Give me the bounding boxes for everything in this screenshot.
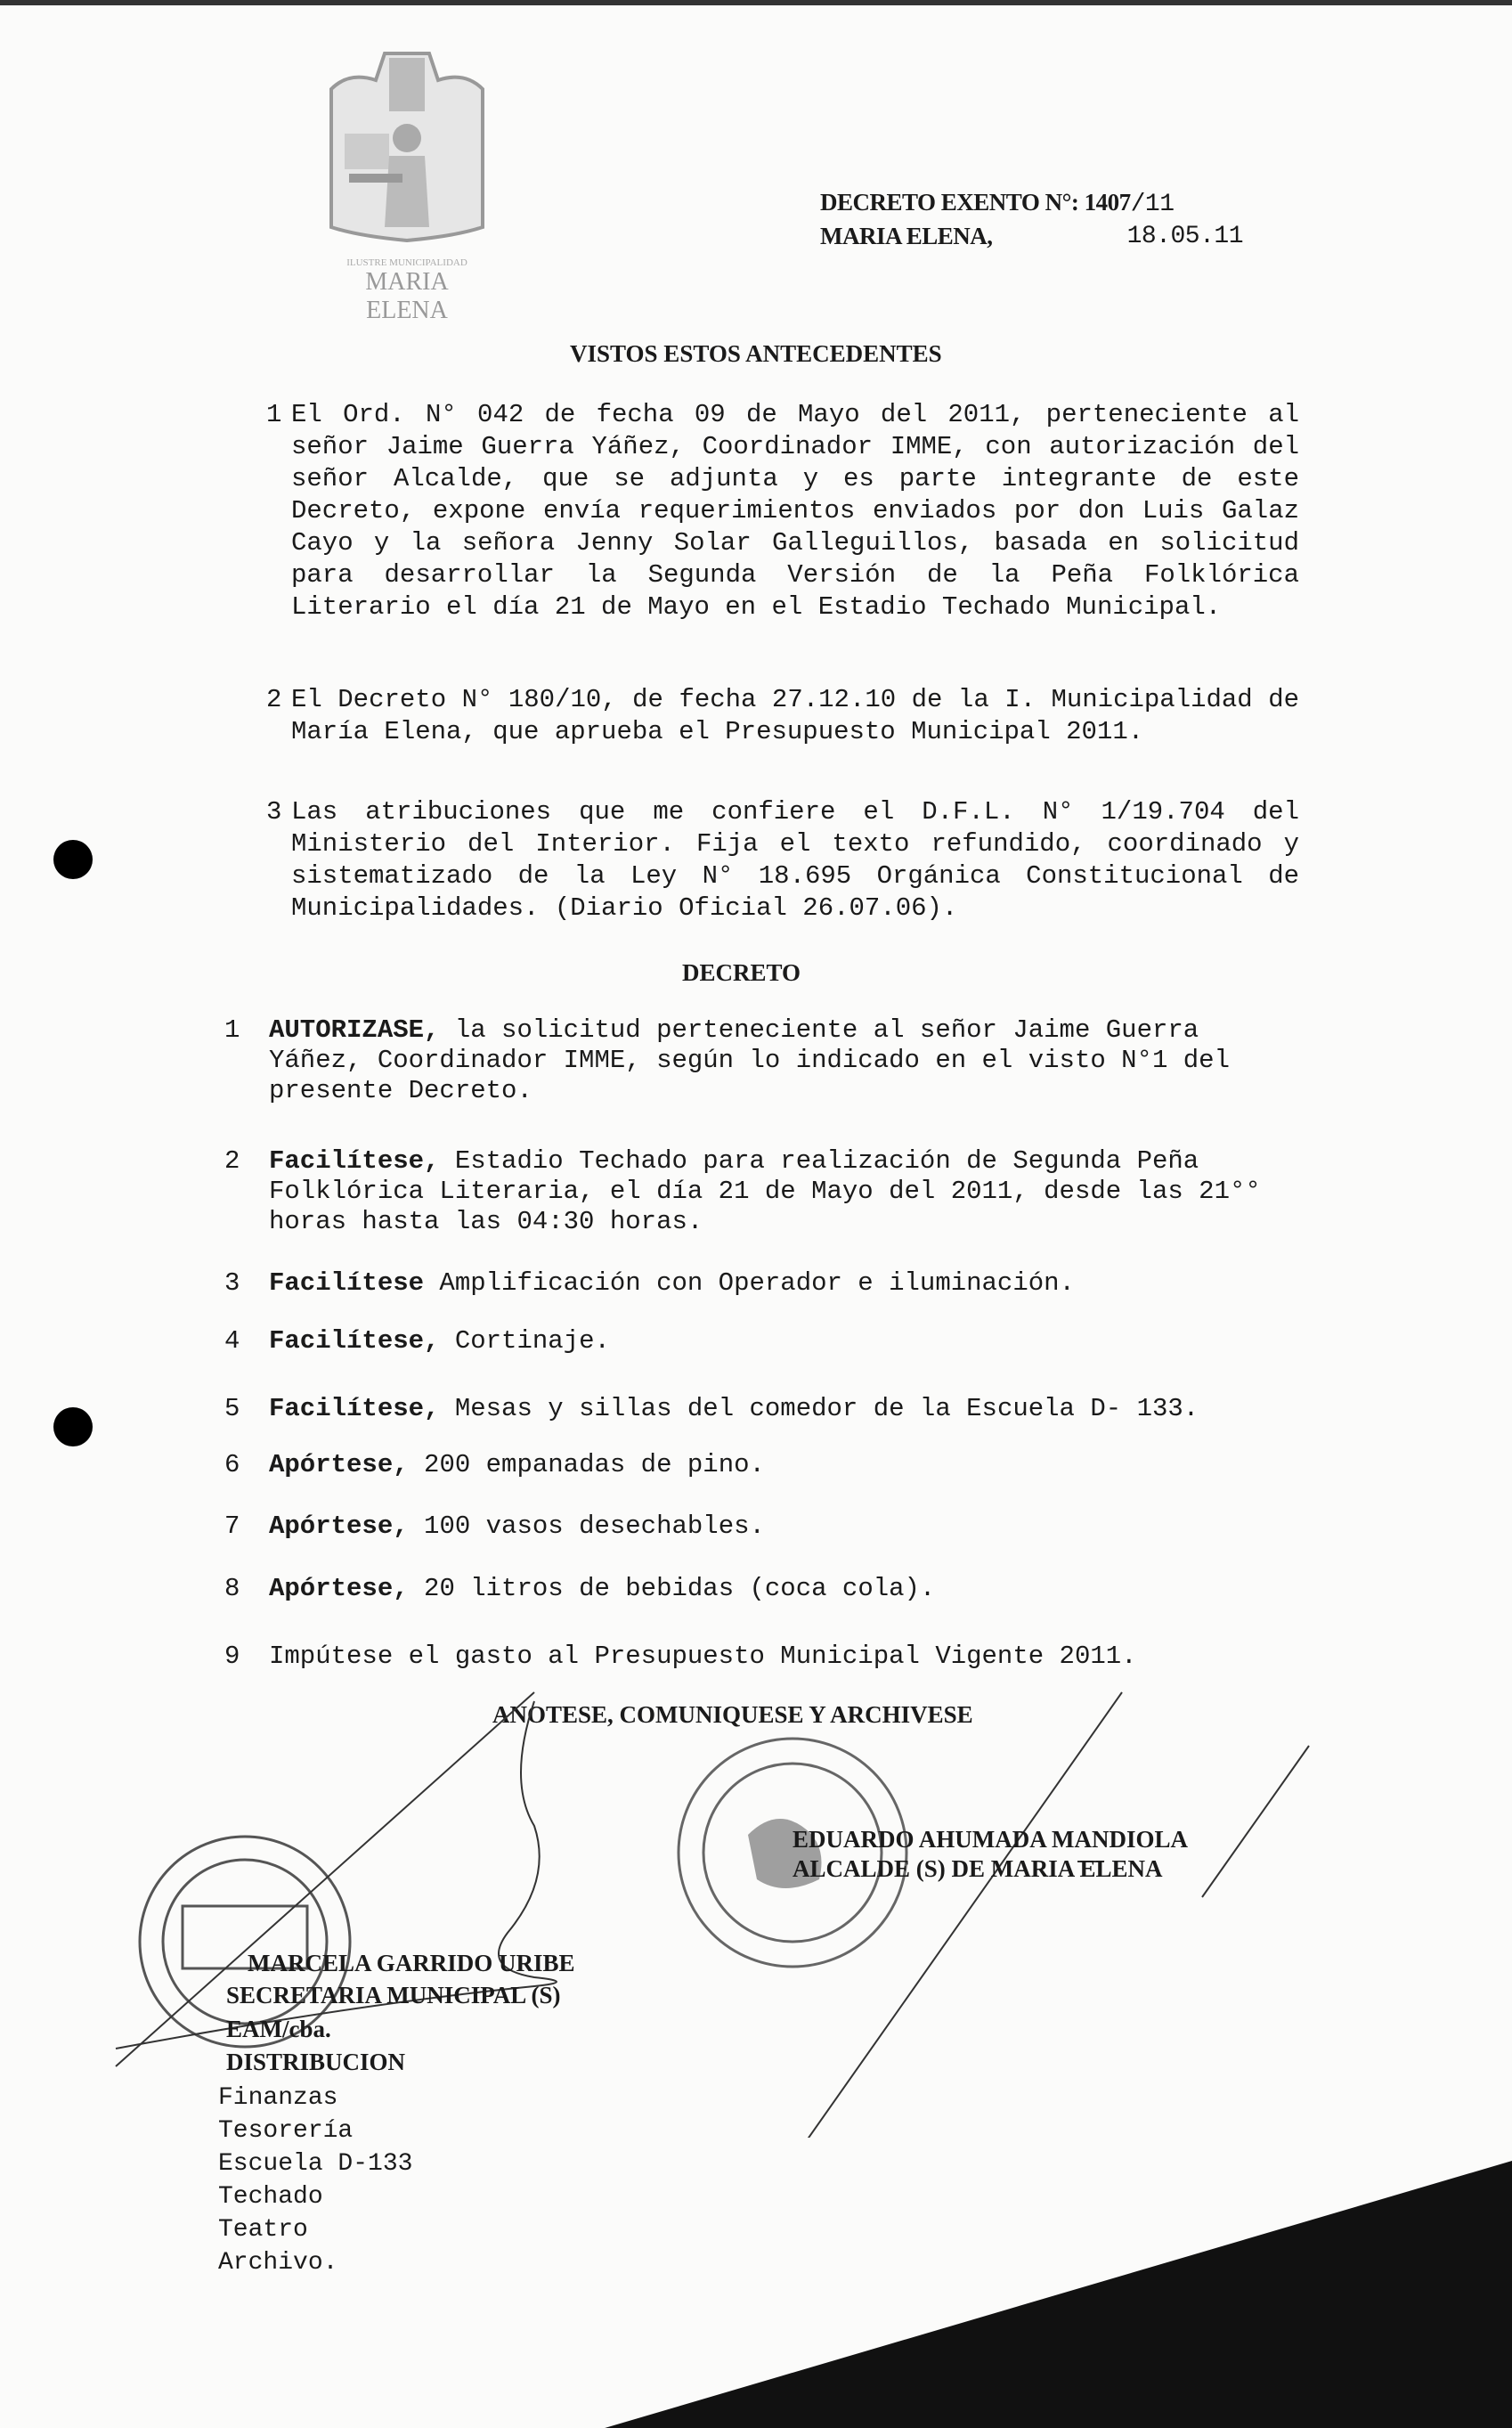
item-text: la solicitud perteneciente al señor Jaime Guerra Yáñez, Coordinador IMME, según lo indicado en el visto N°1 del presente Decreto. (269, 1015, 1230, 1105)
item-number: 2 (224, 1146, 240, 1176)
secretary-name: MARCELA GARRIDO URIBE (248, 1950, 575, 1976)
decree-suffix: /11 (1130, 191, 1175, 218)
item-text: Cortinaje. (439, 1326, 610, 1356)
decree-number-line (820, 189, 1175, 218)
item-number: 2 (266, 685, 282, 714)
decreto-item (224, 1511, 1302, 1542)
item-verb: Facilítese, (269, 1326, 440, 1356)
item-text: Mesas y sillas del comedor de la Escuela D- 133. (439, 1394, 1199, 1423)
decreto-item (224, 1394, 1302, 1424)
item-text: 100 vasos desechables. (408, 1511, 765, 1541)
decree-label: DECRETO EXENTO N°: (820, 189, 1079, 216)
item-number: 9 (224, 1642, 240, 1671)
closing-formula: ANOTESE, COMUNIQUESE Y ARCHIVESE (492, 1701, 973, 1728)
item-number: 7 (224, 1511, 240, 1541)
logo-caption-large: MARIA ELENA (365, 268, 449, 324)
item-text: Las atribuciones que me confiere el D.F.L. N° 1/19.704 del Ministerio del Interior. Fija el texto refundido, coordinado y sistematizado de la Ley N° 18.695 Orgánica Constitucional de Municipalidades. (Diario Oficial 26.07.06). (291, 797, 1299, 923)
item-number: 1 (266, 400, 282, 429)
item-verb: AUTORIZASE, (269, 1015, 440, 1045)
visto-item (266, 796, 1299, 925)
item-text: Impútese el gasto al Presupuesto Municipal Vigente 2011. (269, 1642, 1137, 1671)
distribution-list (218, 2082, 412, 2279)
item-text: 20 litros de bebidas (coca cola). (408, 1574, 936, 1603)
distribution-item: Techado (218, 2183, 323, 2211)
item-verb: Facilítese, (269, 1394, 440, 1423)
distribution-item: Tesorería (218, 2117, 354, 2145)
mayor-name: EDUARDO AHUMADA MANDIOLA (793, 1826, 1188, 1853)
coat-of-arms-icon (322, 36, 492, 249)
decreto-item (224, 1146, 1302, 1237)
decree-place-line (820, 223, 1243, 250)
decree-place: MARIA ELENA, (820, 223, 993, 249)
decreto-item (224, 1450, 1302, 1480)
decreto-item (224, 1268, 1302, 1299)
item-text: Amplificación con Operador e iluminación. (424, 1268, 1075, 1298)
distribution-item: Escuela D-133 (218, 2150, 413, 2178)
item-text: El Decreto N° 180/10, de fecha 27.12.10 de la I. Municipalidad de María Elena, que aprueba el Presupuesto Municipal 2011. (291, 685, 1299, 746)
item-verb: Apórtese, (269, 1450, 409, 1479)
item-number: 1 (224, 1015, 240, 1045)
decree-number: 1407 (1084, 189, 1131, 216)
item-text: El Ord. N° 042 de fecha 09 de Mayo del 2011, perteneciente al señor Jaime Guerra Yáñez, Coordinador IMME, con autorización del señor Alcalde, que se adjunta y es parte integrante de este Decreto, expone envía requerimientos enviados por don Luis Galaz Cayo y la señora Jenny Solar Galleguillos, basada en solicitud para desarrollar la Segunda Versión de la Peña Folklórica Literario el día 21 de Mayo en el Estadio Techado Municipal. (291, 400, 1299, 622)
item-number: 8 (224, 1574, 240, 1603)
item-verb: Facilítese, (269, 1146, 440, 1176)
scan-edge (0, 0, 1512, 5)
item-verb: Apórtese, (269, 1574, 409, 1603)
decree-date: 18.05.11 (1126, 223, 1243, 250)
item-number: 6 (224, 1450, 240, 1479)
decreto-item (224, 1015, 1302, 1106)
distribution-item: Finanzas (218, 2084, 338, 2112)
logo-caption-small: ILUSTRE MUNICIPALIDAD (346, 257, 467, 268)
punch-hole (53, 1407, 93, 1446)
item-verb: Apórtese, (269, 1511, 409, 1541)
decreto-title: DECRETO (682, 959, 801, 986)
mayor-title: ALCALDE (S) DE MARIA ELENA (793, 1855, 1163, 1882)
item-text: 200 empanadas de pino. (408, 1450, 765, 1479)
punch-hole (53, 840, 93, 879)
item-number: 3 (224, 1268, 240, 1298)
visto-item (266, 399, 1299, 623)
decreto-item (224, 1642, 1302, 1672)
municipal-logo (322, 36, 492, 324)
item-number: 4 (224, 1326, 240, 1356)
distribution-item: Archivo. (218, 2249, 338, 2277)
item-number: 5 (224, 1394, 240, 1423)
distribution-title: DISTRIBUCION (226, 2049, 406, 2075)
secretary-title: SECRETARIA MUNICIPAL (S) (226, 1982, 561, 2008)
item-number: 3 (266, 797, 282, 827)
distribution-item: Teatro (218, 2216, 308, 2244)
initials: EAM/cba. (226, 2016, 331, 2042)
decreto-item (224, 1574, 1302, 1604)
vistos-title: VISTOS ESTOS ANTECEDENTES (570, 340, 942, 367)
visto-item (266, 684, 1299, 748)
item-text: Estadio Techado para realización de Segunda Peña Folklórica Literaria, el día 21 de Mayo del 2011, desde las 21°° horas hasta las 04:30 horas. (269, 1146, 1261, 1236)
item-verb: Facilítese (269, 1268, 425, 1298)
decreto-item (224, 1326, 1302, 1357)
